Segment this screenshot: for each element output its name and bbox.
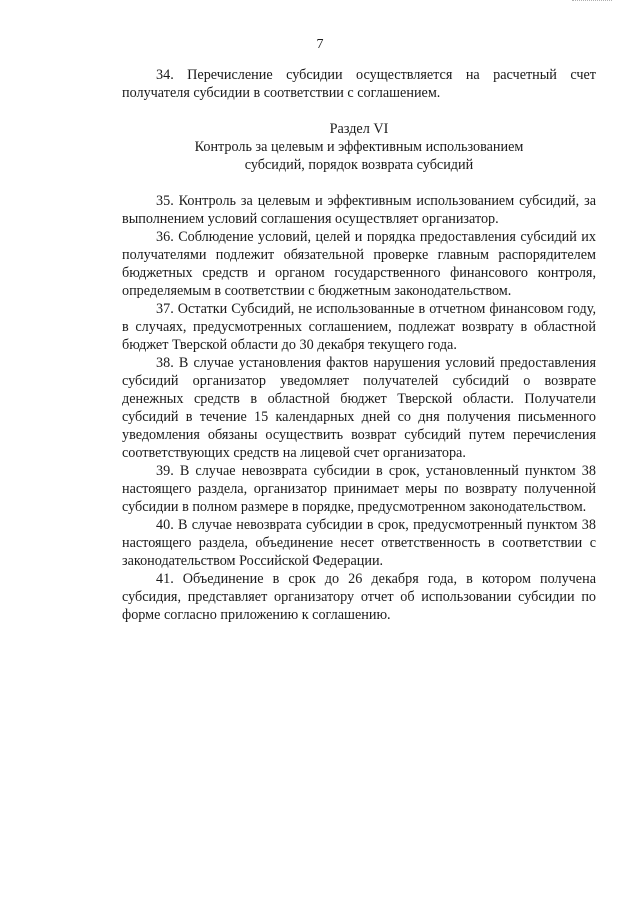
paragraph-35: 35. Контроль за целевым и эффективным использованием субсидий, за выполнением условий соглашения осуществляет организатор. bbox=[122, 193, 596, 227]
section-heading-line-2: субсидий, порядок возврата субсидий bbox=[244, 157, 474, 173]
paragraph-37: 37. Остатки Субсидий, не использованные в отчетном финансовом году, в случаях, предусмотренных соглашением, подлежат возврату в областной бюджет Тверской области до 30 декабря текущего года. bbox=[122, 301, 596, 353]
section-heading bbox=[122, 120, 596, 174]
paragraph-34: 34. Перечисление субсидии осуществляется на расчетный счет получателя субсидии в соответствии с соглашением. bbox=[122, 67, 596, 101]
corner-mark bbox=[572, 0, 612, 4]
paragraph-block-34 bbox=[122, 66, 596, 102]
paragraph-39: 39. В случае невозврата субсидии в срок, установленный пунктом 38 настоящего раздела, организатор принимает меры по возврату полученной субсидии в полном размере в порядке, предусмотренном законодательством. bbox=[122, 463, 596, 515]
paragraph-38: 38. В случае установления фактов нарушения условий предоставления субсидий организатор уведомляет получателей субсидий о возврате денежных средств в областной бюджет Тверской области. Получатели субсидий в течение 15 календарных дней со дня получения письменного уведомления обязаны осуществить возврат субсидий путем перечисления соответствующих средств на лицевой счет организатора. bbox=[122, 355, 596, 461]
section-title: Раздел VI bbox=[329, 121, 389, 137]
page-number: 7 bbox=[316, 37, 324, 52]
paragraph-41: 41. Объединение в срок до 26 декабря года, в котором получена субсидия, представляет организатору отчет об использовании субсидии по форме согласно приложению к соглашению. bbox=[122, 571, 596, 623]
paragraph-40: 40. В случае невозврата субсидии в срок, предусмотренный пунктом 38 настоящего раздела, объединение несет ответственность в соответствии с законодательством Российской Федерации. bbox=[122, 517, 596, 569]
section-heading-line-1: Контроль за целевым и эффективным использованием bbox=[194, 139, 524, 155]
paragraphs-block bbox=[122, 192, 596, 624]
paragraph-36: 36. Соблюдение условий, целей и порядка предоставления субсидий их получателями подлежит обязательной проверкe главным распорядителем бюджетных средств и органом государственного финансового контроля, определяемым в соответствии с бюджетным законодательством. bbox=[122, 229, 596, 299]
